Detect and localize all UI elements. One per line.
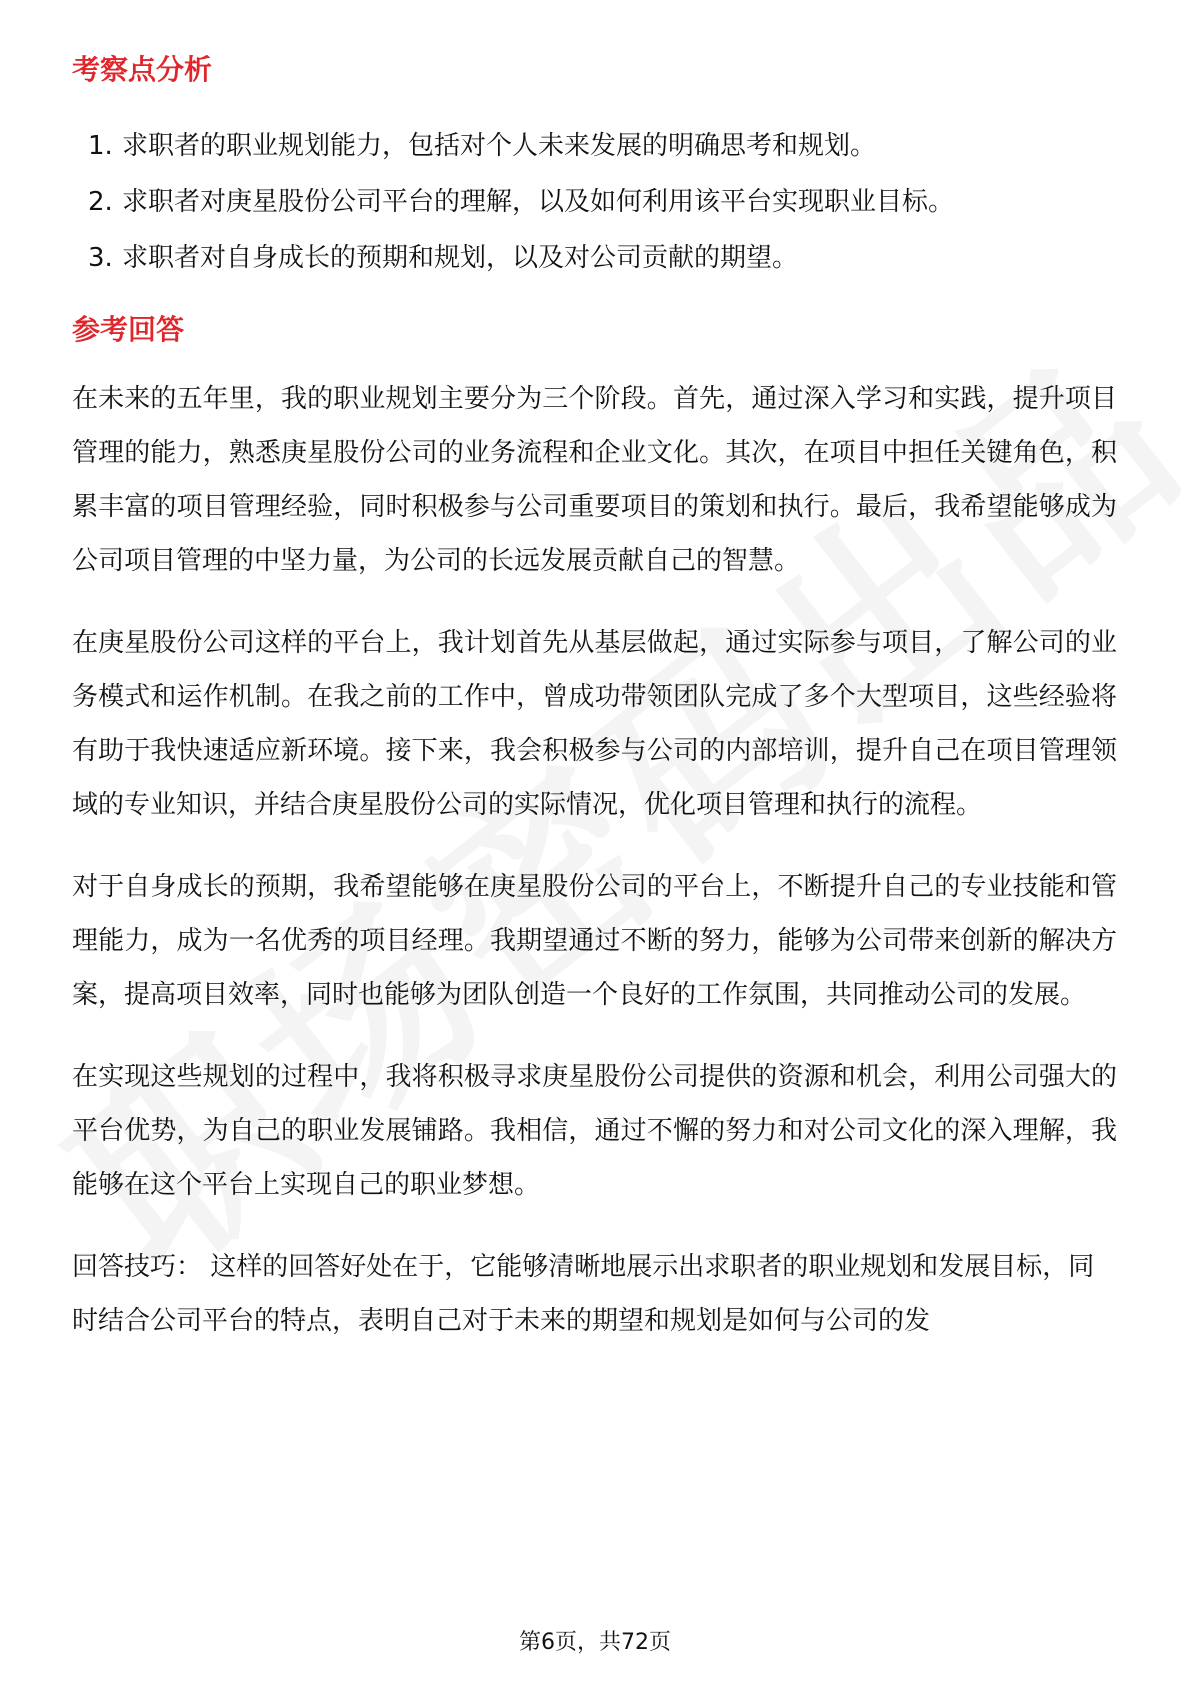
answer-paragraph: 在未来的五年里，我的职业规划主要分为三个阶段。首先，通过深入学习和实践，提升项目管理的能力，熟悉庚星股份公司的业务流程和企业文化。其次，在项目中担任关键角色，积累丰富的项目管理经验，同时积极参与公司重要项目的策划和执行。最后，我希望能够成为公司项目管理的中坚力量，为公司的长远发展贡献自己的智慧。: [72, 384, 1117, 576]
list-item-text: 求职者对自身成长的预期和规划，以及对公司贡献的期望。: [122, 243, 799, 273]
analysis-list: [72, 118, 1117, 286]
answer-paragraph: 在实现这些规划的过程中，我将积极寻求庚星股份公司提供的资源和机会，利用公司强大的平台优势，为自己的职业发展铺路。我相信，通过不懈的努力和对公司文化的深入理解，我能够在这个平台上实现自己的职业梦想。: [72, 1062, 1117, 1200]
list-item: [88, 230, 1117, 286]
list-item: [88, 174, 1117, 230]
list-item-number: 3.: [88, 243, 113, 273]
list-item-number: 2.: [88, 187, 113, 217]
list-item-text: 求职者的职业规划能力，包括对个人未来发展的明确思考和规划。: [122, 131, 877, 161]
answer-tip: 回答技巧： 这样的回答好处在于，它能够清晰地展示出求职者的职业规划和发展目标，同时结合公司平台的特点，表明自己对于未来的期望和规划是如何与公司的发: [72, 1252, 1095, 1336]
list-item-text: 求职者对庚星股份公司平台的理解，以及如何利用该平台实现职业目标。: [122, 187, 955, 217]
answer-paragraph: 在庚星股份公司这样的平台上，我计划首先从基层做起，通过实际参与项目，了解公司的业务模式和运作机制。在我之前的工作中，曾成功带领团队完成了多个大型项目，这些经验将有助于我快速适应新环境。接下来，我会积极参与公司的内部培训，提升自己在项目管理领域的专业知识，并结合庚星股份公司的实际情况，优化项目管理和执行的流程。: [72, 628, 1117, 820]
answer-paragraph: 对于自身成长的预期，我希望能够在庚星股份公司的平台上，不断提升自己的专业技能和管理能力，成为一名优秀的项目经理。我期望通过不断的努力，能够为公司带来创新的解决方案，提高项目效率，同时也能够为团队创造一个良好的工作氛围，共同推动公司的发展。: [72, 872, 1117, 1010]
list-item-number: 1.: [88, 131, 113, 161]
section-title-analysis: 考察点分析: [72, 53, 213, 86]
page-content: [72, 50, 1117, 1348]
page-number: 第6页，共72页: [519, 1630, 671, 1655]
section-title-reference-answer: 参考回答: [72, 313, 185, 346]
list-item: [88, 118, 1117, 174]
